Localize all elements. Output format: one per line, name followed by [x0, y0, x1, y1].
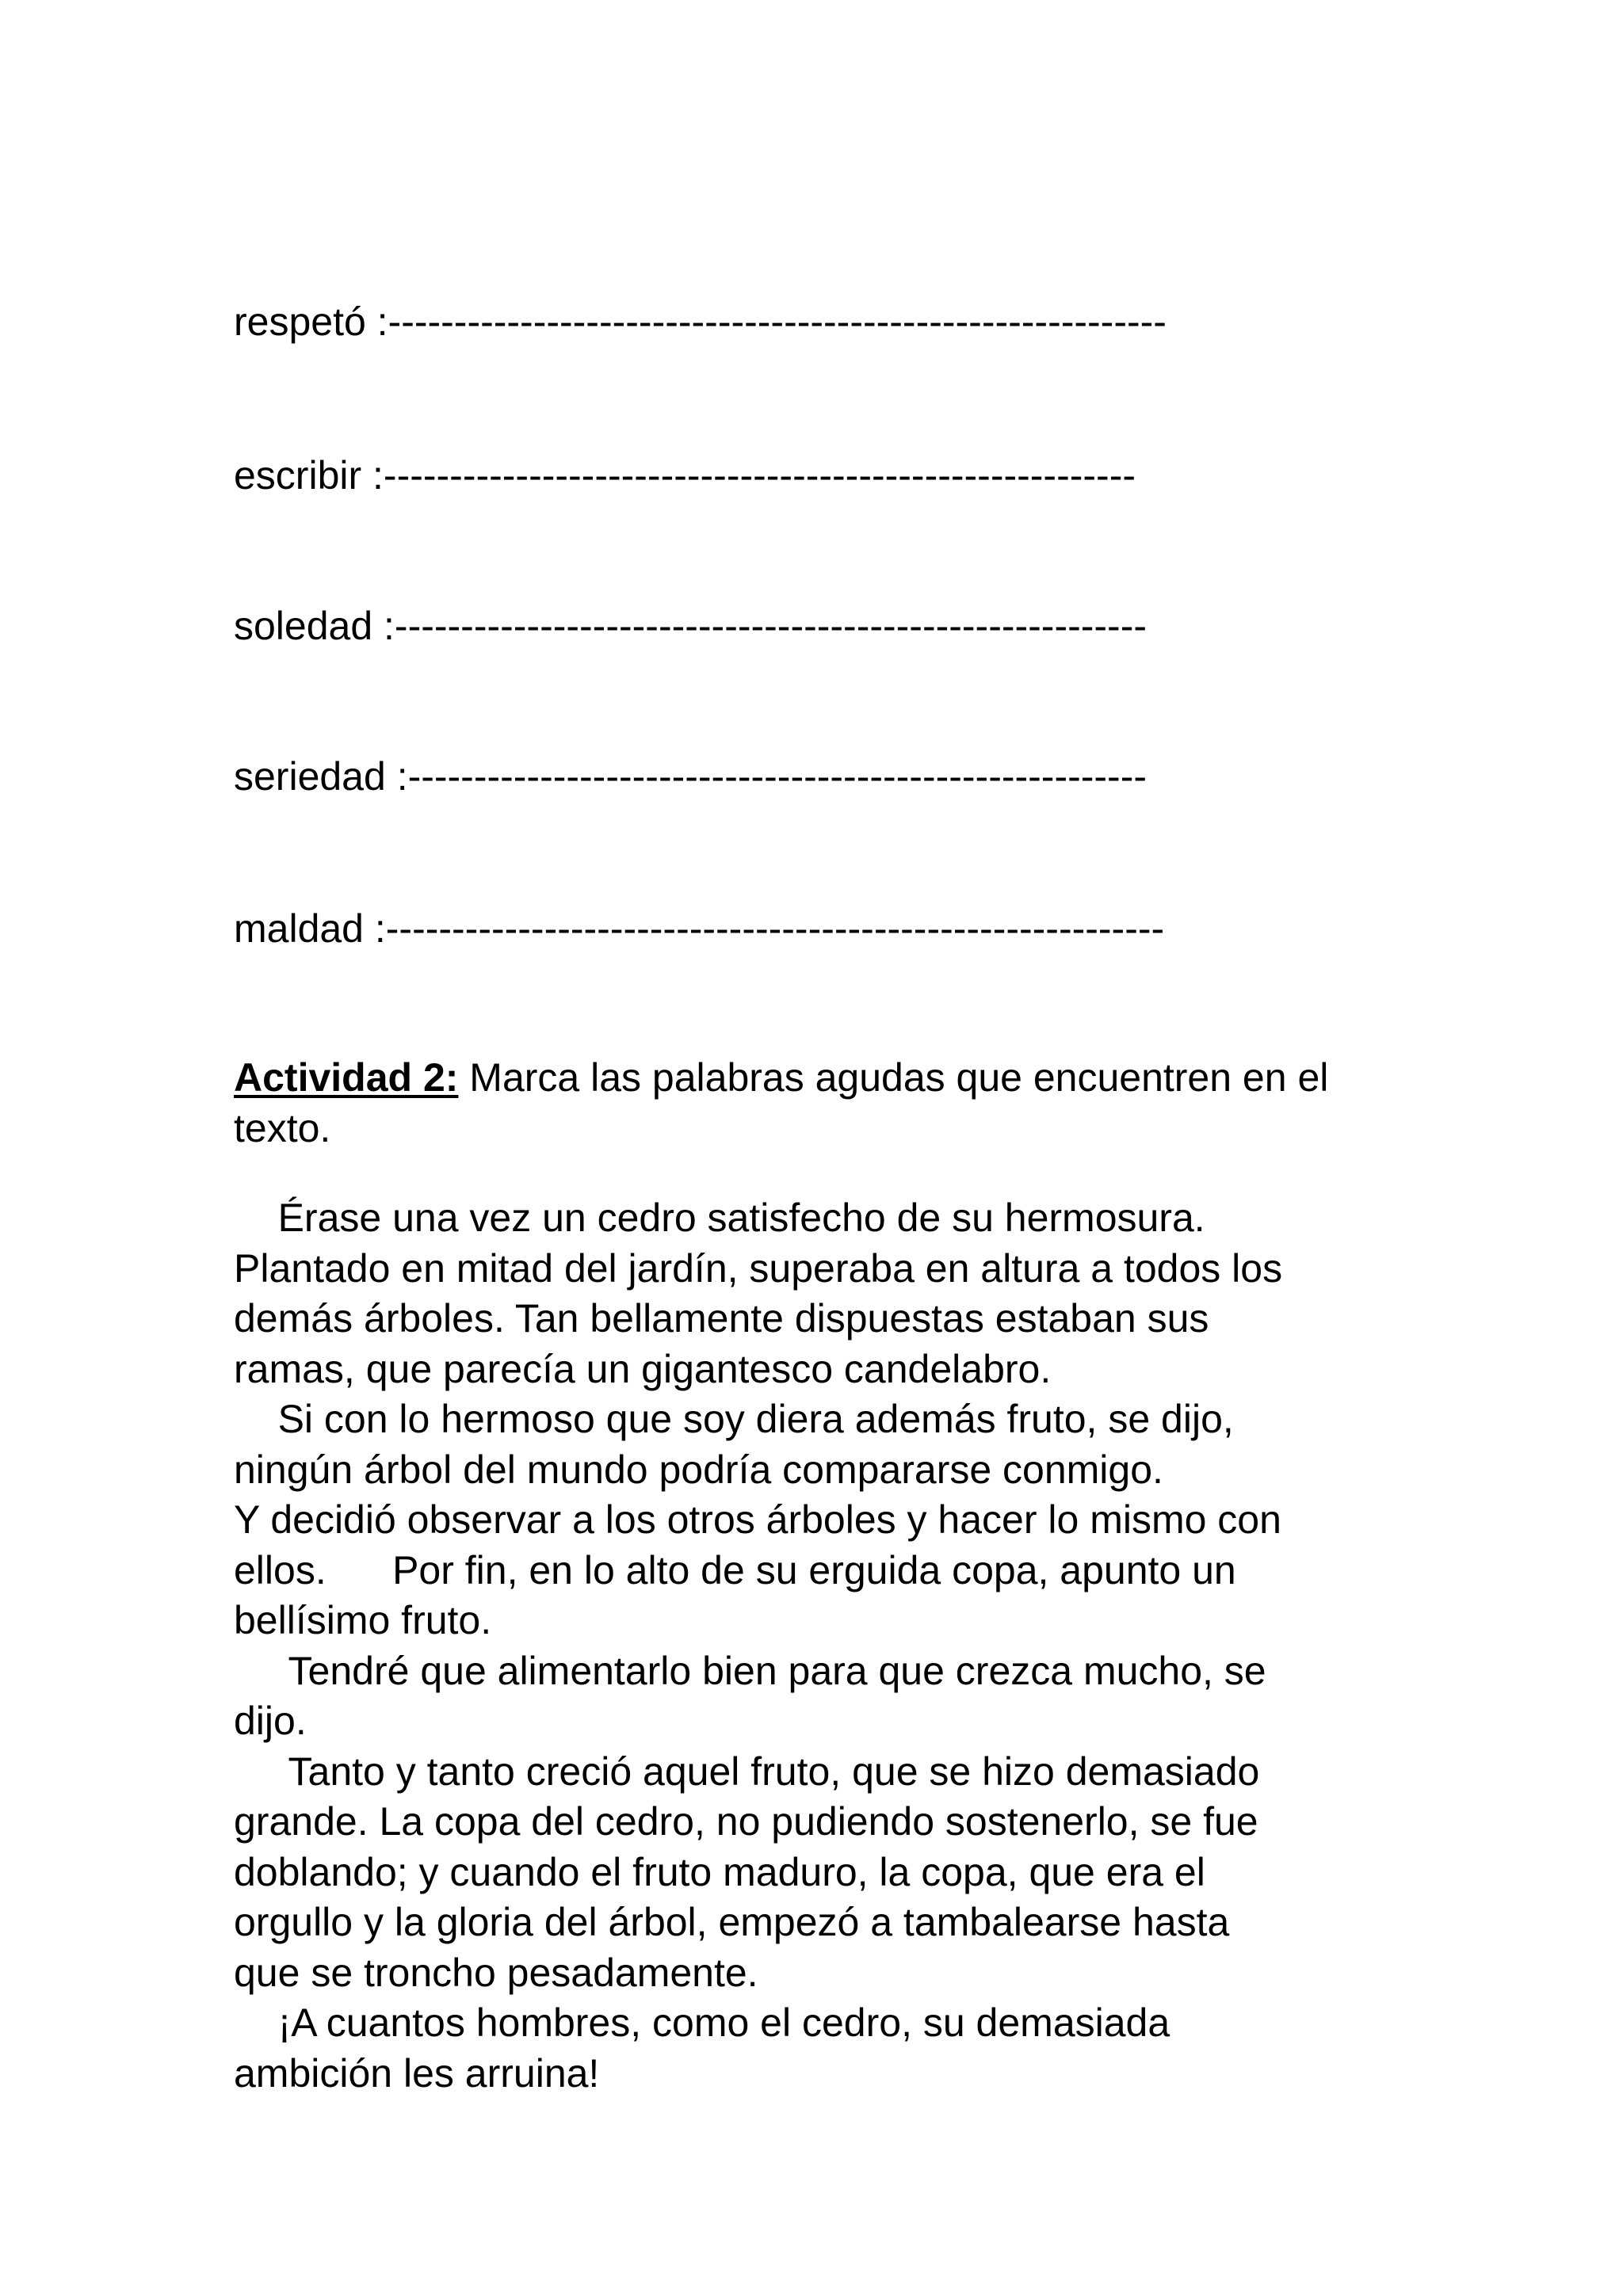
- story-text: [234, 1193, 1438, 2099]
- story-line: Tendré que alimentarlo bien para que crezca mucho, se: [234, 1648, 1266, 1693]
- activity-instruction: Marca las palabras agudas que encuentren en el texto.: [234, 1055, 1329, 1150]
- story-line: Y decidió observar a los otros árboles y hacer lo mismo con: [234, 1497, 1281, 1542]
- story-line: ramas, que parecía un gigantesco candelabro.: [234, 1346, 1052, 1391]
- story-line: ambición les arruina!: [234, 2050, 600, 2096]
- story-line: doblando; y cuando el fruto maduro, la copa, que era el: [234, 1849, 1205, 1894]
- story-line: ellos. Por fin, en lo alto de su erguida copa, apunto un: [234, 1547, 1236, 1592]
- story-line: Érase una vez un cedro satisfecho de su hermosura.: [234, 1196, 1205, 1240]
- story-line: que se troncho pesadamente.: [234, 1950, 758, 1995]
- story-line: demás árboles. Tan bellamente dispuestas estaban sus: [234, 1296, 1209, 1341]
- story-line: Tanto y tanto creció aquel fruto, que se hizo demasiado: [234, 1749, 1260, 1794]
- activity-label: Actividad 2:: [234, 1055, 459, 1100]
- story-line: ¡A cuantos hombres, como el cedro, su demasiada: [234, 2000, 1170, 2045]
- story-line: dijo.: [234, 1699, 307, 1743]
- story-line: orgullo y la gloria del árbol, empezó a tambalearse hasta: [234, 1900, 1230, 1944]
- story-line: grande. La copa del cedro, no pudiendo sostenerlo, se fue: [234, 1799, 1258, 1844]
- activity-heading: [234, 1052, 1423, 1154]
- story-line: Plantado en mitad del jardín, superaba en altura a todos los: [234, 1245, 1283, 1291]
- vocabulary-line-escribir: escribir :---------------------------------------------------------: [234, 453, 1136, 498]
- vocabulary-line-maldad: maldad :-----------------------------------------------------------: [234, 906, 1165, 951]
- story-line: bellísimo fruto.: [234, 1598, 492, 1642]
- vocabulary-line-soledad: soledad :---------------------------------------------------------: [234, 604, 1148, 648]
- story-line: ningún árbol del mundo podría compararse conmigo.: [234, 1447, 1163, 1492]
- vocabulary-line-seriedad: seriedad :--------------------------------------------------------: [234, 754, 1148, 799]
- vocabulary-line-respeto: respetó :-----------------------------------------------------------: [234, 299, 1167, 344]
- story-line: Si con lo hermoso que soy diera además fruto, se dijo,: [234, 1397, 1234, 1441]
